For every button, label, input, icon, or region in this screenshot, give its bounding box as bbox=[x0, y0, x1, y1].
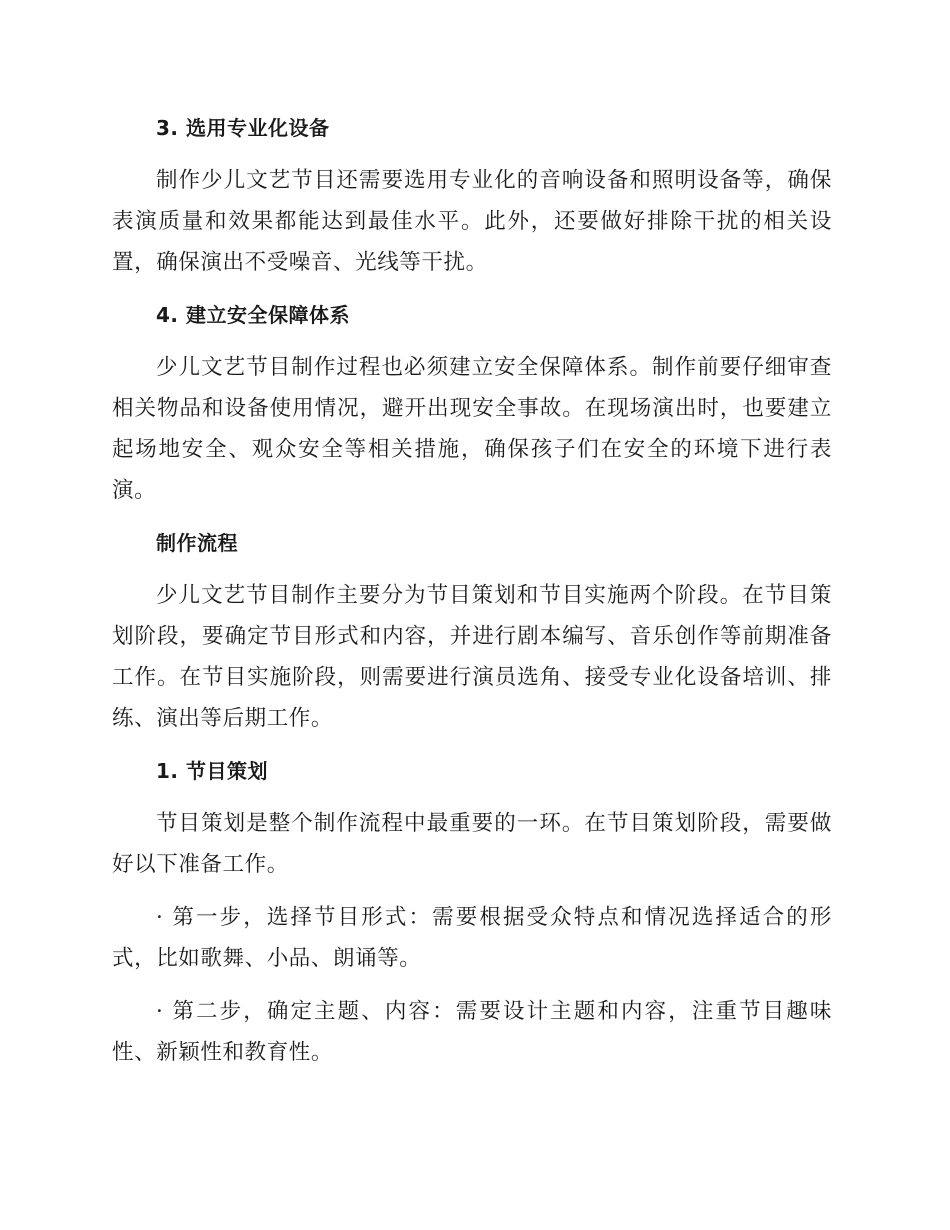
section-heading-planning: 1. 节目策划 bbox=[156, 759, 268, 783]
paragraph-safety: 少儿文艺节目制作过程也必须建立安全保障体系。制作前要仔细审查相关物品和设备使用情况，避开出现安全事故。在现场演出时，也要建立起场地安全、观众安全等相关措施，确保孩子们在安全的环境下进行表演。 bbox=[112, 355, 832, 503]
section-heading-safety: 4. 建立安全保障体系 bbox=[156, 303, 350, 327]
section-heading-equipment: 3. 选用专业化设备 bbox=[156, 116, 330, 140]
paragraph-equipment: 制作少儿文艺节目还需要选用专业化的音响设备和照明设备等，确保表演质量和效果都能达到最佳水平。此外，还要做好排除干扰的相关设置，确保演出不受噪音、光线等干扰。 bbox=[112, 168, 832, 275]
paragraph-planning: 节目策划是整个制作流程中最重要的一环。在节目策划阶段，需要做好以下准备工作。 bbox=[112, 811, 832, 877]
section-heading-process: 制作流程 bbox=[156, 531, 238, 555]
bullet-step-one: · 第一步，选择节目形式：需要根据受众特点和情况选择适合的形式，比如歌舞、小品、朗诵等。 bbox=[112, 905, 832, 971]
bullet-step-two: · 第二步，确定主题、内容：需要设计主题和内容，注重节目趣味性、新颖性和教育性。 bbox=[112, 999, 832, 1065]
paragraph-process: 少儿文艺节目制作主要分为节目策划和节目实施两个阶段。在节目策划阶段，要确定节目形式和内容，并进行剧本编写、音乐创作等前期准备工作。在节目实施阶段，则需要进行演员选角、接受专业化设备培训、排练、演出等后期工作。 bbox=[112, 583, 832, 731]
document-body bbox=[112, 108, 832, 1085]
